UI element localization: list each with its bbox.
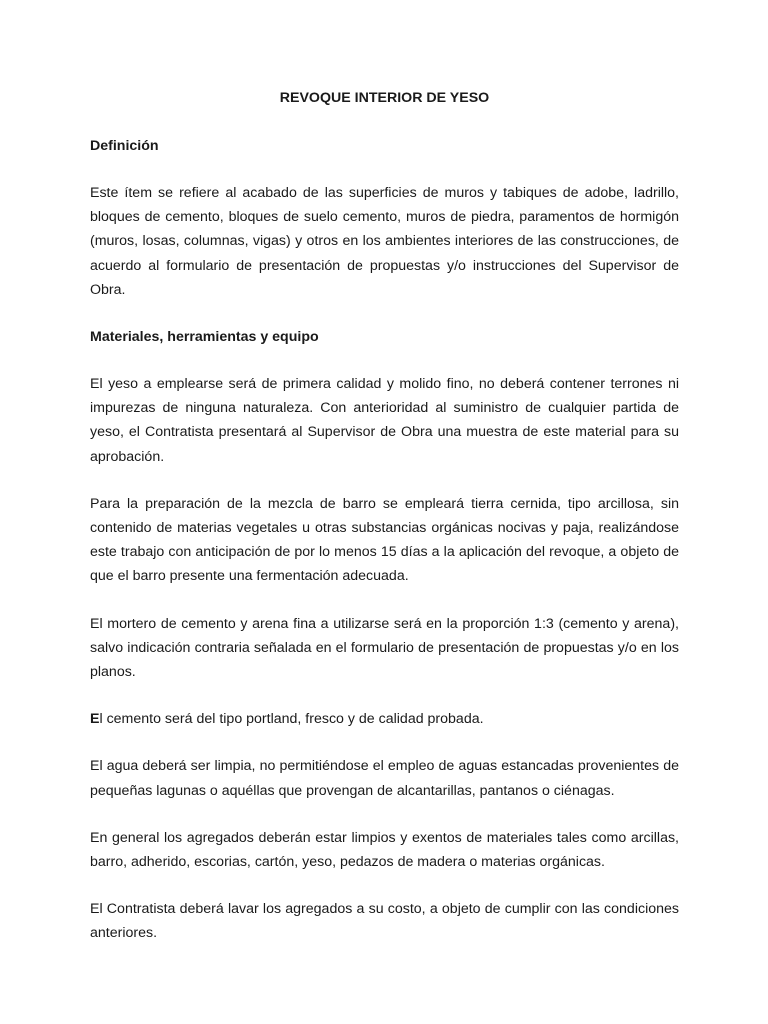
paragraph-agregados: En general los agregados deberán estar limpios y exentos de materiales tales como arcillas, barro, adherido, escorias, cartón, yeso, pedazos de madera o materias orgánicas. — [90, 829, 679, 871]
document-title: REVOQUE INTERIOR DE YESO — [279, 90, 490, 106]
document-page — [90, 86, 679, 946]
paragraph-definicion: Este ítem se refiere al acabado de las superficies de muros y tabiques de adobe, ladrillo, bloques de cemento, bloques de suelo cemento, muros de piedra, paramentos de hormigón (muros, losas, columnas, vigas) y otros en los ambientes interiores de las construcciones, de acuerdo al formulario de presentación de propuestas y/o instrucciones del Supervisor de Obra. — [90, 185, 679, 298]
section-heading-materiales: Materiales, herramientas y equipo — [90, 329, 319, 346]
paragraph-mortero: El mortero de cemento y arena fina a utilizarse será en la proporción 1:3 (cemento y arena), salvo indicación contraria señalada en el formulario de presentación de propuestas y/o en los planos. — [90, 615, 679, 681]
paragraph-initial-letter: E — [90, 711, 100, 728]
paragraph-agua: El agua deberá ser limpia, no permitiéndose el empleo de aguas estancadas provenientes de pequeñas lagunas o aquéllas que provengan de alcantarillas, pantanos o ciénagas. — [90, 758, 679, 799]
paragraph-cemento-text: l cemento será del tipo portland, fresco y de calidad probada. — [99, 711, 484, 728]
section-heading-definicion: Definición — [90, 138, 159, 154]
paragraph-cemento — [90, 707, 679, 731]
paragraph-lavado: El Contratista deberá lavar los agregados a su costo, a objeto de cumplir con las condiciones anteriores. — [90, 901, 679, 942]
paragraph-barro: Para la preparación de la mezcla de barro se empleará tierra cernida, tipo arcillosa, sin contenido de materias vegetales u otras substancias orgánicas nocivas y paja, realizándose este trabajo con anticipación de por lo menos 15 días a la aplicación del revoque, a objeto de que el barro presente una fermentación adecuada. — [90, 495, 679, 585]
paragraph-yeso: El yeso a emplearse será de primera calidad y molido fino, no deberá contener terrones ni impurezas de ninguna naturaleza. Con anterioridad al suministro de cualquier partida de yeso, el Contratista presentará al Supervisor de Obra una muestra de este material para su aprobación. — [90, 376, 679, 465]
